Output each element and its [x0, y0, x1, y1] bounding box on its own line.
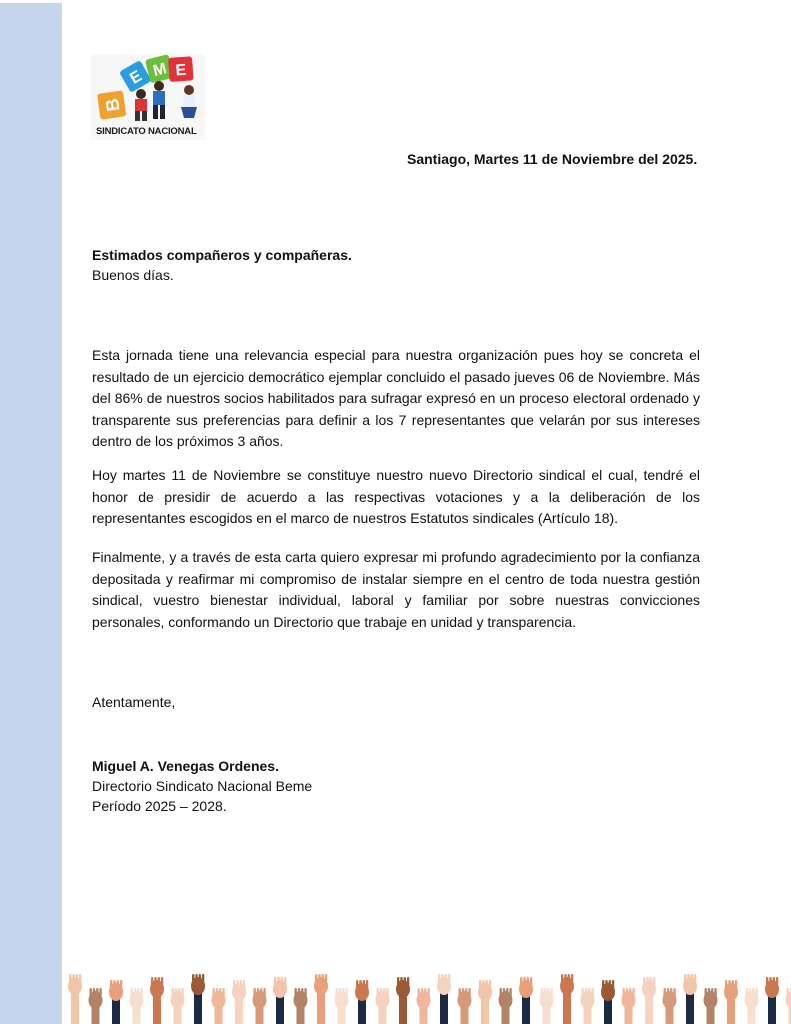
svg-text:M: M — [151, 60, 169, 81]
hand-figure — [273, 977, 287, 1024]
hand-figure — [191, 974, 205, 1024]
hand-figure — [253, 988, 267, 1024]
greeting-line: Buenos días. — [92, 267, 174, 283]
hand-figure — [601, 980, 615, 1024]
svg-text:B: B — [101, 97, 124, 113]
salutation: Estimados compañeros y compañeras. — [92, 247, 352, 263]
hand-figure — [150, 977, 164, 1024]
hand-figure — [560, 974, 574, 1024]
signature-block — [92, 756, 312, 816]
hand-figure — [663, 988, 677, 1024]
hand-figure — [683, 974, 697, 1024]
hand-figure — [745, 988, 759, 1024]
hand-figure — [437, 974, 451, 1024]
raised-hands-icon — [62, 968, 791, 1024]
hand-figure — [458, 988, 472, 1024]
paragraph-gratitude: Finalmente, y a través de esta carta quiero expresar mi profundo agradecimiento por la confianza depositada y reafirmar mi compromiso de instalar siempre en el centro de toda nuestra gestión sindical, vuestro bienestar individual, laboral y familiar por sobre nuestras convicciones personales, conformando un Directorio que trabaje en unidad y transparencia. — [92, 549, 700, 630]
hand-figure — [109, 980, 123, 1024]
greeting-block — [92, 245, 352, 285]
hand-figure — [396, 977, 410, 1024]
hand-figure — [704, 988, 718, 1024]
hand-figure — [232, 980, 246, 1024]
beme-blocks-icon — [91, 54, 205, 126]
letter-date: Santiago, Martes 11 de Noviembre del 2025. — [407, 151, 698, 167]
hand-figure — [376, 988, 390, 1024]
signer-period: Período 2025 – 2028. — [92, 798, 227, 814]
hand-figure — [519, 977, 533, 1024]
signer-name: Miguel A. Venegas Ordenes. — [92, 758, 279, 774]
paragraph-new-board: Hoy martes 11 de Noviembre se constituye nuestro nuevo Directorio sindical el cual, tendré el honor de presidir de acuerdo a las respectivas votaciones y a la deliberación de los representantes escogidos en el marco de nuestros Estatutos sindicales (Artículo 18). — [92, 467, 700, 526]
hand-figure — [294, 988, 308, 1024]
hand-figure — [355, 980, 369, 1024]
union-logo — [91, 54, 205, 140]
hand-figure — [417, 988, 431, 1024]
paragraph-election-result: Esta jornada tiene una relevancia especial para nuestra organización pues hoy se concreta el resultado de un ejercicio democrático ejemplar concluido el pasado jueves 06 de Noviembre. Más del 86% de nuestros socios habilitados para sufragar expresó en un proceso electoral ordenado y transparente sus preferencias para definir a los 7 representantes que velarán por sus intereses dentro de los próximos 3 años. — [92, 347, 700, 449]
hand-figure — [499, 988, 513, 1024]
sidebar-decoration — [0, 3, 62, 1024]
svg-text:E: E — [174, 61, 187, 80]
hand-figure — [642, 977, 656, 1024]
hand-figure — [335, 988, 349, 1024]
raised-hands-banner — [62, 968, 791, 1024]
svg-text:E: E — [127, 67, 146, 88]
hand-figure — [786, 988, 791, 1024]
hand-figure — [724, 980, 738, 1024]
hand-figure — [622, 988, 636, 1024]
hand-figure — [540, 988, 554, 1024]
signer-role: Directorio Sindicato Nacional Beme — [92, 778, 313, 794]
hand-figure — [212, 988, 226, 1024]
hand-figure — [581, 988, 595, 1024]
hand-figure — [68, 974, 82, 1024]
hand-figure — [314, 974, 328, 1024]
logo-caption: SINDICATO NACIONAL — [96, 126, 197, 137]
hand-figure — [478, 980, 492, 1024]
hand-figure — [130, 988, 144, 1024]
hand-figure — [765, 977, 779, 1024]
hand-figure — [171, 988, 185, 1024]
closing: Atentamente, — [92, 694, 176, 710]
hand-figure — [89, 988, 103, 1024]
